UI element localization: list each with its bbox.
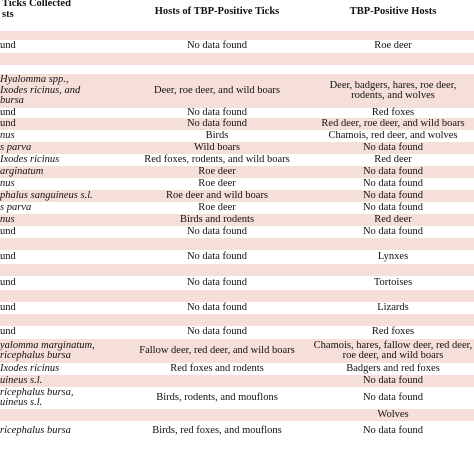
positive-hosts-cell [312, 314, 474, 326]
tick-hosts-cell-text: No data found [186, 40, 248, 52]
positive-hosts-cell-text: Roe deer [374, 40, 412, 52]
positive-hosts-cell [312, 363, 474, 375]
table-row [0, 375, 474, 387]
tick-species-cell-text: s parva [0, 141, 32, 153]
tick-species-cell-text: phalus sanguineus s.l. [0, 189, 93, 201]
positive-hosts-cell [312, 154, 474, 166]
positive-hosts-cell [312, 409, 474, 421]
tick-species-cell-text: und [0, 301, 16, 313]
positive-hosts-cell [312, 250, 474, 264]
tick-hosts-cell-text: No data found [186, 301, 248, 313]
positive-hosts-cell-text: No data found [362, 189, 424, 201]
positive-hosts-cell [312, 238, 474, 250]
table-row [0, 40, 474, 53]
tick-hosts-cell-text: No data found [186, 250, 248, 262]
positive-hosts-cell [312, 302, 474, 314]
tick-species-cell [0, 65, 122, 74]
tick-hosts-cell [122, 421, 312, 441]
tick-species-cell [0, 326, 122, 339]
tick-species-cell-text: yalomma marginatum, ricephalus bursa [0, 339, 95, 361]
tick-hosts-cell [122, 326, 312, 339]
tick-species-cell [0, 363, 122, 375]
tick-hosts-cell-text: Wild boars [194, 141, 240, 153]
table-row [0, 226, 474, 238]
tick-hosts-cell [122, 290, 312, 302]
tick-hosts-cell-text: No data found [186, 117, 248, 129]
tick-species-cell-text: und [0, 250, 16, 262]
positive-hosts-cell [312, 276, 474, 290]
tick-hosts-cell-text: Roe deer [198, 165, 236, 177]
tick-hosts-cell-text: Red foxes and rodents [170, 362, 264, 374]
positive-hosts-cell-text: Chamois, hares, fallow deer, red deer, roe deer, and wild boars [313, 339, 473, 361]
tick-species-cell [0, 302, 122, 314]
tick-species-cell-text: und [0, 40, 16, 52]
tick-hosts-cell [122, 130, 312, 142]
tick-species-cell [0, 154, 122, 166]
tick-hosts-cell [122, 154, 312, 166]
table-row [0, 202, 474, 214]
tick-hosts-cell [122, 178, 312, 190]
table-row [0, 326, 474, 339]
tick-species-cell [0, 238, 122, 250]
tick-hosts-cell [122, 409, 312, 421]
table-row [0, 250, 474, 264]
table-header [0, 0, 474, 32]
tick-hosts-cell-text: Birds, red foxes, and mouflons [152, 424, 282, 436]
tick-species-cell [0, 387, 122, 409]
tick-species-cell-text: Ixodes ricinus [0, 153, 60, 165]
tick-species-cell [0, 264, 122, 276]
tick-species-cell-text: nus [0, 177, 15, 189]
tick-species-cell [0, 214, 122, 226]
positive-hosts-cell-text: Deer, badgers, hares, roe deer, rodents, and wolves [329, 79, 457, 101]
tick-hosts-cell [122, 202, 312, 214]
tick-hosts-cell [122, 238, 312, 250]
positive-hosts-cell [312, 290, 474, 302]
positive-hosts-cell-text: No data found [362, 391, 424, 403]
positive-hosts-cell [312, 264, 474, 276]
positive-hosts-cell-text: Wolves [377, 408, 409, 420]
tick-hosts-cell-text: Roe deer [198, 201, 236, 213]
tick-species-cell [0, 375, 122, 387]
tick-hosts-cell [122, 387, 312, 409]
tick-species-cell [0, 276, 122, 290]
tick-species-cell-text: Hyalomma spp., Ixodes ricinus, and bursa [0, 74, 81, 107]
header-ticks-collected [2, 0, 71, 20]
tick-hosts-cell [122, 314, 312, 326]
tick-species-cell [0, 339, 122, 363]
tick-species-cell [0, 178, 122, 190]
positive-hosts-cell [312, 202, 474, 214]
table-row [0, 130, 474, 142]
table-row [0, 276, 474, 290]
tick-species-cell-text: ricephalus bursa [0, 424, 71, 436]
tick-hosts-cell [122, 118, 312, 130]
tick-species-cell-text: und [0, 225, 16, 237]
tick-hosts-cell [122, 190, 312, 202]
tick-hosts-cell-text: Birds and rodents [179, 213, 255, 225]
header-ticks-collected-line1: Ticks Collected [2, 0, 71, 9]
table-row [0, 363, 474, 375]
positive-hosts-cell [312, 214, 474, 226]
positive-hosts-cell-text: Lynxes [377, 250, 409, 262]
tick-species-cell-text: nus [0, 129, 15, 141]
positive-hosts-cell-text: Badgers and red foxes [346, 362, 440, 374]
table-row [0, 65, 474, 74]
table-row [0, 421, 474, 441]
tick-hosts-cell [122, 276, 312, 290]
tick-hosts-cell-text: Birds, rodents, and mouflons [156, 391, 278, 403]
tick-hosts-cell-text: No data found [186, 276, 248, 288]
positive-hosts-cell [312, 130, 474, 142]
positive-hosts-cell [312, 53, 474, 65]
tick-species-cell [0, 409, 122, 421]
tick-hosts-cell-text: No data found [186, 225, 248, 237]
tick-hosts-cell [122, 363, 312, 375]
tick-hosts-cell [122, 166, 312, 178]
tick-hosts-cell-text: No data found [186, 326, 248, 338]
table-row [0, 53, 474, 65]
positive-hosts-cell-text: Red deer, roe deer, and wild boars [321, 117, 465, 129]
positive-hosts-cell [312, 178, 474, 190]
tick-hosts-cell [122, 31, 312, 40]
tick-species-cell-text: nus [0, 213, 15, 225]
positive-hosts-cell [312, 166, 474, 178]
table-row [0, 154, 474, 166]
table-row [0, 409, 474, 421]
table-row [0, 166, 474, 178]
table-row [0, 387, 474, 409]
table-row [0, 238, 474, 250]
tick-species-cell-text: und [0, 326, 16, 338]
tick-hosts-cell [122, 214, 312, 226]
positive-hosts-cell [312, 375, 474, 387]
table-row [0, 214, 474, 226]
positive-hosts-cell-text: No data found [362, 201, 424, 213]
tick-hosts-cell [122, 226, 312, 238]
tick-species-cell [0, 53, 122, 65]
tick-hosts-cell [122, 375, 312, 387]
positive-hosts-cell [312, 339, 474, 363]
positive-hosts-cell [312, 31, 474, 40]
tick-species-cell [0, 250, 122, 264]
tick-hosts-cell-text: Roe deer [198, 177, 236, 189]
table-row [0, 31, 474, 40]
tick-species-cell [0, 421, 122, 441]
tick-species-cell-text: s parva [0, 201, 32, 213]
tick-species-cell-text: Ixodes ricinus [0, 362, 60, 374]
tick-hosts-cell [122, 40, 312, 53]
tick-hosts-cell [122, 250, 312, 264]
positive-hosts-cell-text: Lizards [377, 301, 409, 313]
positive-hosts-cell-text: Red foxes [371, 106, 415, 118]
tick-species-cell [0, 190, 122, 202]
tick-hosts-cell [122, 264, 312, 276]
tick-hosts-cell [122, 74, 312, 108]
positive-hosts-cell [312, 190, 474, 202]
positive-hosts-cell-text: Tortoises [373, 276, 413, 288]
positive-hosts-cell-text: Red deer [374, 213, 412, 225]
tick-hosts-cell-text: Birds [205, 129, 229, 141]
positive-hosts-cell-text: Red foxes [371, 326, 415, 338]
table-row [0, 178, 474, 190]
tick-species-cell [0, 226, 122, 238]
tick-species-cell-text: uineus s.l. [0, 374, 43, 386]
positive-hosts-cell-text: No data found [362, 141, 424, 153]
tick-species-cell-text: und [0, 276, 16, 288]
table-row [0, 314, 474, 326]
positive-hosts-cell-text: No data found [362, 374, 424, 386]
table-row [0, 142, 474, 154]
tick-species-cell-text: arginatum [0, 165, 44, 177]
tick-species-cell [0, 130, 122, 142]
tick-hosts-cell [122, 53, 312, 65]
positive-hosts-cell-text: No data found [362, 424, 424, 436]
tick-species-cell [0, 290, 122, 302]
table-row [0, 302, 474, 314]
positive-hosts-cell [312, 108, 474, 118]
tick-species-cell [0, 74, 122, 108]
positive-hosts-cell [312, 65, 474, 74]
positive-hosts-cell [312, 387, 474, 409]
tick-hosts-cell-text: Roe deer and wild boars [165, 189, 269, 201]
table-body [0, 31, 474, 441]
tick-hosts-cell [122, 302, 312, 314]
tick-hosts-cell [122, 339, 312, 363]
tick-hosts-cell-text: No data found [186, 106, 248, 118]
tick-hosts-cell [122, 108, 312, 118]
header-positive-hosts: TBP-Positive Hosts [349, 6, 437, 17]
tick-species-cell [0, 142, 122, 154]
tick-species-cell-text: und [0, 106, 16, 118]
positive-hosts-cell-text: No data found [362, 177, 424, 189]
header-hosts-of-positive-ticks: Hosts of TBP-Positive Ticks [154, 6, 280, 17]
tick-species-cell-text: ricephalus bursa, uineus s.l. [0, 386, 74, 408]
positive-hosts-cell-text: No data found [362, 225, 424, 237]
table-row [0, 339, 474, 363]
tick-species-cell-text: und [0, 117, 16, 129]
table-row [0, 108, 474, 118]
tick-hosts-cell-text: Deer, roe deer, and wild boars [154, 84, 280, 96]
positive-hosts-cell-text: Red deer [374, 153, 412, 165]
positive-hosts-cell [312, 142, 474, 154]
positive-hosts-cell [312, 226, 474, 238]
positive-hosts-cell [312, 40, 474, 53]
tick-hosts-cell-text: Red foxes, rodents, and wild boars [144, 153, 290, 165]
tick-species-cell [0, 118, 122, 130]
tick-hosts-cell [122, 65, 312, 74]
table-row [0, 190, 474, 202]
table-row [0, 290, 474, 302]
positive-hosts-cell [312, 74, 474, 108]
positive-hosts-cell [312, 421, 474, 441]
positive-hosts-cell-text: Chamois, red deer, and wolves [328, 129, 458, 141]
positive-hosts-cell [312, 118, 474, 130]
tick-hosts-cell [122, 142, 312, 154]
table-row [0, 118, 474, 130]
tick-hosts-cell-text: Fallow deer, red deer, and wild boars [139, 344, 295, 356]
positive-hosts-cell-text: No data found [362, 165, 424, 177]
tick-species-cell [0, 314, 122, 326]
tick-species-cell [0, 40, 122, 53]
tick-species-cell [0, 31, 122, 40]
tick-species-cell [0, 108, 122, 118]
table-row [0, 74, 474, 108]
header-ticks-collected-line2: sts [2, 9, 14, 20]
table-row [0, 264, 474, 276]
tick-species-cell [0, 166, 122, 178]
tick-species-cell [0, 202, 122, 214]
positive-hosts-cell [312, 326, 474, 339]
